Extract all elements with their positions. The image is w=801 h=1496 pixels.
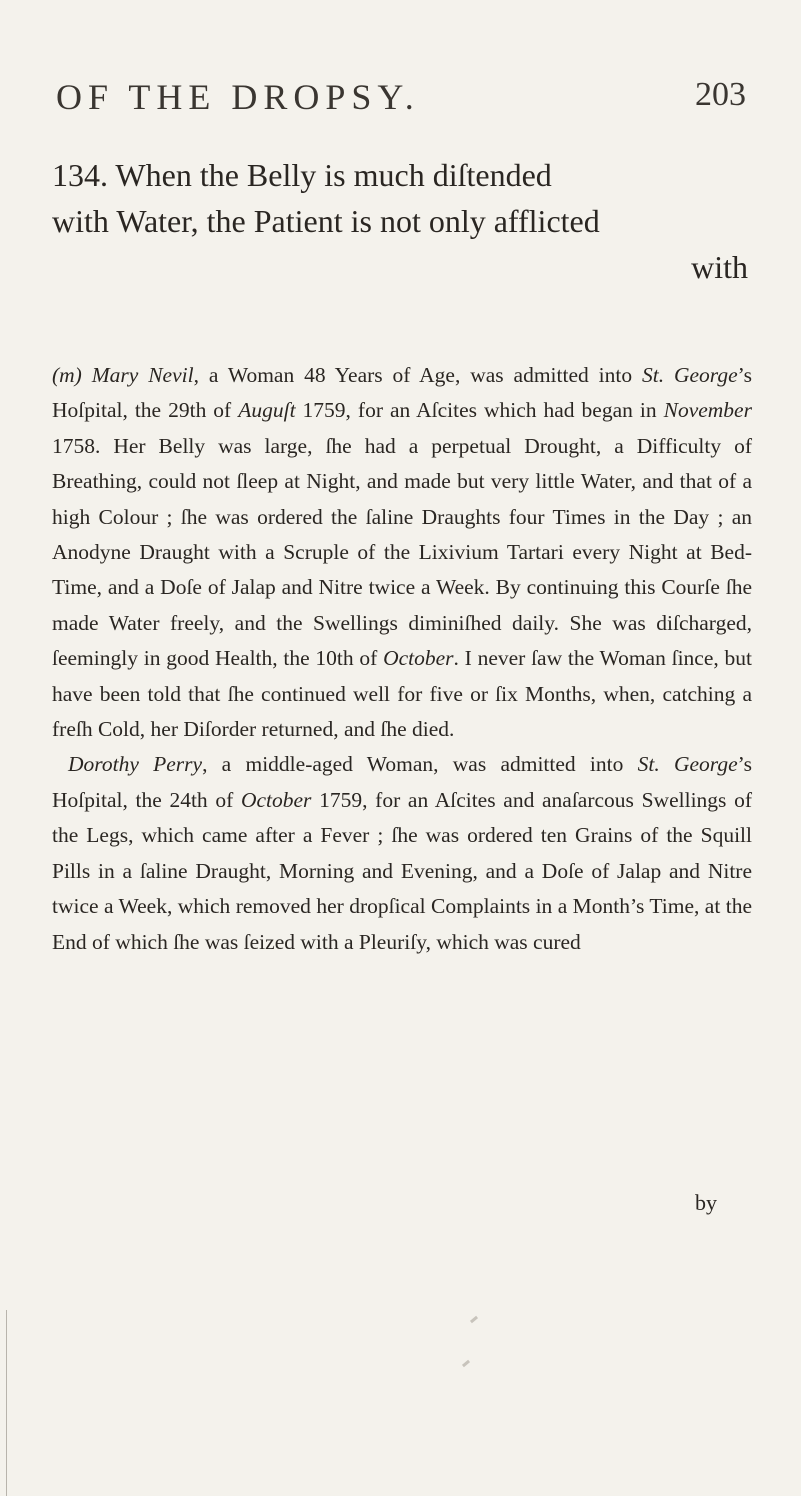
paper-speck bbox=[462, 1360, 470, 1367]
catchword: by bbox=[695, 1190, 717, 1215]
hospital-name: St. George bbox=[637, 752, 738, 777]
running-head bbox=[56, 76, 746, 118]
footnote-dorothy bbox=[52, 747, 752, 959]
paragraph-134-line-2: with Water, the Patient is not only afflicted bbox=[52, 203, 600, 239]
footnote-text: , a middle-aged Woman, was admitted into bbox=[202, 752, 638, 777]
hospital-name: St. George bbox=[642, 363, 738, 387]
footnote-text: 1758. Her Belly was large, ſhe had a perpetual Drought, a Difficulty of Breathing, could not ſleep at Night, and made but very little Water, and that of a high Colour ; ſhe was ordered the ſaline Draughts four Times in the Day ; an Anodyne Draught with a Scruple of the Lixivium Tartari every Night at Bed-Time, and a Doſe of Jalap and Nitre twice a Week. By continuing this Courſe ſhe made Water freely, and the Swellings diminiſhed daily. She was diſcharged, ſeemingly in good Health, the 10th of bbox=[52, 433, 752, 671]
month-name: October bbox=[383, 646, 454, 671]
paragraph-134-line-1: 134. When the Belly is much diſtended bbox=[52, 157, 552, 193]
page-number: 203 bbox=[695, 76, 746, 113]
paragraph-134-line-3: with bbox=[691, 249, 748, 285]
paper-speck bbox=[470, 1316, 478, 1323]
footnote-text: ’s Hoſpital, the 29th of bbox=[52, 363, 753, 423]
paragraph-134 bbox=[52, 152, 748, 290]
footnote-text: 1759, for an Aſcites and anaſarcous Swellings of the Legs, which came after a Fever ; ſhe was ordered ten Grains of the Squill Pills in a ſaline Draught, Morning and Evening, and a Doſe of Jalap and Nitre twice a Week, which removed her dropſical Complaints in a Month’s Time, at the End of which ſhe was ſeized with a Pleuriſy, which was cured bbox=[52, 787, 752, 954]
month-name: October bbox=[240, 787, 312, 812]
footnote-text: ’s Hoſpital, the 24th of bbox=[52, 752, 752, 812]
patient-name: Mary Nevil bbox=[91, 363, 194, 387]
patient-name: Dorothy Perry bbox=[68, 752, 203, 777]
footnotes bbox=[52, 358, 752, 960]
footnote-marker: (m) bbox=[52, 363, 82, 387]
running-head-title: OF THE DROPSY. bbox=[56, 77, 420, 117]
footnote-text: . I never ſaw the Woman ſince, but have been told that ſhe continued well for five or ſix Months, when, catching a freſh Cold, her Diſorder returned, and ſhe died. bbox=[52, 646, 752, 742]
footnote-text: , a Woman 48 Years of Age, was admitted into bbox=[193, 363, 642, 387]
margin-line bbox=[6, 1310, 7, 1496]
month-name: November bbox=[663, 398, 752, 423]
footnote-m bbox=[52, 358, 752, 747]
month-name: Auguſt bbox=[238, 398, 296, 423]
footnote-text: 1759, for an Aſcites which had began in bbox=[295, 398, 664, 423]
